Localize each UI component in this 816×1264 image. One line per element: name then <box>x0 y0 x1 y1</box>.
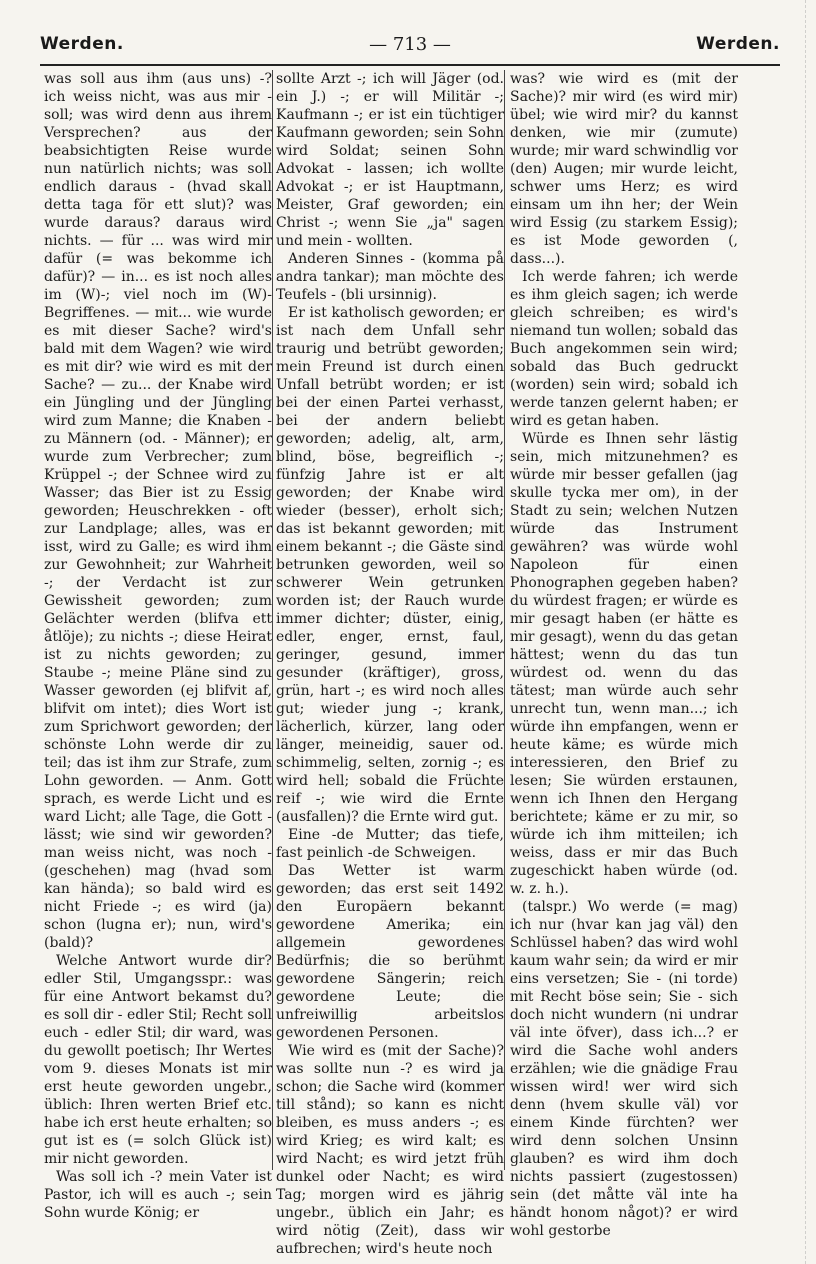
paragraph: Wie wird es (mit der Sache)? was sollte nun -? es wird ja schon; die Sache wird (kommer till stånd); so kann es nicht bleiben, es muss anders -; es wird Krieg; es wird kalt; es wird Nacht; es wird jetzt früh dunkel oder Nacht; es wird Tag; morgen wird es jährig ungebr., üblich ein Jahr; es wird nötig (Zeit), dass wir aufbrechen; wird's heute noch <box>276 1043 504 1257</box>
paragraph: was soll aus ihm (aus uns) -? ich weiss nicht, was aus mir - soll; was wird denn aus ihrem Versprechen? aus der beabsichtigten Reise wurde nun natürlich nichts; was soll endlich daraus - (hvad skall detta taga för ett slut)? was wurde daraus? daraus wird nichts. — für ... was wird mir dafür (= was bekomme ich dafür)? — in... es ist noch alles im (W)-; viel noch im (W)- Begriffenes. — mit... wie wurde es mit dieser Sache? wird's bald mit dem Wagen? wie wird es mit dir? wie wird es mit der Sache? — zu... der Knabe wird ein Jüngling und der Jüngling wird zum Manne; die Knaben - zu Männern (od. - Männer); er wurde zum Verbrecher; zum Krüppel -; der Schnee wird zu Wasser; das Bier ist zu Essig geworden; Heuschrekken - oft zur Landplage; alles, was er isst, wird zu Galle; es wird ihm zur Gewohnheit; zur Wahrheit -; der Verdacht ist zur Gewissheit geworden; zum Gelächter werden (blifva ett åtlöje); zu nichts -; diese Heirat ist zu nichts geworden; zu Staube -; meine Pläne sind zu Wasser geworden (ej blifvit af, blifvit om intet); dies Wort ist zum Sprichwort geworden; der schönste Lohn werde dir zu teil; das ist ihm zur Strafe, zum Lohn geworden. — Anm. Gott sprach, es werde Licht und es ward Licht; alle Tage, die Gott - lässt; wie sind wir geworden? man weiss nicht, was noch - (geschehen) mag (hvad som kan hända); so bald wird es nicht Friede -; es wird (ja) schon (lugna er); nun, wird's (bald)? <box>44 71 272 951</box>
paragraph: sollte Arzt -; ich will Jäger (od. ein J.) -; er will Militär -; Kaufmann -; er ist ein tüchtiger Kaufmann geworden; sein Sohn wird Soldat; seinen Sohn Advokat - lassen; ich wollte Advokat -; er ist Hauptmann, Meister, Graf geworden; ein Christ -; wenn Sie „ja" sagen und mein - wollten. <box>276 71 504 249</box>
header-left-keyword: Werden. <box>40 34 124 54</box>
header-right-keyword: Werden. <box>696 34 780 54</box>
page-header <box>40 34 780 64</box>
column-divider <box>504 70 505 1170</box>
paragraph: Er ist katholisch geworden; er ist nach dem Unfall sehr traurig und betrübt geworden; mein Freund ist durch einen Unfall betrübt worden; er ist bei der einen Partei verhasst, bei der andern beliebt geworden; adelig, alt, arm, blind, böse, begreiflich -; fünfzig Jahre ist er alt geworden; der Knabe wird wieder (besser), erholt sich; das ist bekannt geworden; mit einem bekannt -; die Gäste sind betrunken geworden, weil so schwerer Wein getrunken worden ist; der Rauch wurde immer dichter; düster, einig, edler, enger, ernst, faul, geringer, gesund, immer gesunder (kräftiger), gross, grün, hart -; es wird noch alles gut; wieder jung -; krank, lächerlich, kürzer, lang oder länger, meineidig, sauer od. schimmelig, selten, zornig -; es wird hell; sobald die Früchte reif -; wie wird die Ernte (ausfallen)? die Ernte wird gut. <box>276 305 504 825</box>
page-number: — 713 — <box>369 34 451 55</box>
text-column-2 <box>276 70 504 1257</box>
paragraph: (talspr.) Wo werde (= mag) ich nur (hvar kan jag väl) den Schlüssel haben? das wird wohl kaum wahr sein; da wird er mir eins versetzen; Sie - (ni torde) mit Recht böse sein; Sie - sich doch nicht wundern (ni undrar väl inte öfver), dass ich...? er wird die Sache wohl anders erzählen; wie die gnädige Frau wissen wird! wer wird sich denn (hvem skulle väl) vor einem Kinde fürchten? wer wird denn solchen Unsinn glauben? es wird ihm doch nichts passiert (zugestossen) sein (det måtte väl inte ha händt honom något)? er wird wohl gestorbe <box>510 899 738 1239</box>
paragraph: was? wie wird es (mit der Sache)? mir wird (es wird mir) übel; wie wird mir? du kannst denken, wie mir (zumute) wurde; mir ward schwindlig vor (den) Augen; mir wurde leicht, schwer ums Herz; es wird einsam um ihn her; der Wein wird Essig (zu starkem Essig); es ist Mode geworden (, dass...). <box>510 71 738 267</box>
paragraph: Würde es Ihnen sehr lästig sein, mich mitzunehmen? es würde mir besser gefallen (jag skulle tycka mer om), in der Stadt zu sein; welchen Nutzen würde das Instrument gewähren? was würde wohl Napoleon für einen Phonographen gegeben haben? du würdest fragen; er würde es mir gesagt haben (er hätte es mir gesagt), wenn du das getan hättest; wenn du das tun würdest od. wenn du das tätest; man würde auch sehr unrecht tun, wenn man...; ich würde ihn empfangen, wenn er heute käme; es würde mich interessieren, den Brief zu lesen; Sie würden erstaunen, wenn ich Ihnen den Hergang berichtete; käme er zu mir, so würde ich ihm mitteilen; ich weiss, dass er mir das Buch zugeschickt haben würde (od. w. z. h.). <box>510 431 738 897</box>
paragraph: Anderen Sinnes - (komma på andra tankar); man möchte des Teufels - (bli ursinnig). <box>276 251 504 303</box>
paragraph: Eine -de Mutter; das tiefe, fast peinlich -de Schweigen. <box>276 827 504 861</box>
paragraph: Welche Antwort wurde dir? edler Stil, Umgangsspr.: was für eine Antwort bekamst du? es soll dir - edler Stil; Recht soll euch - edler Stil; dir ward, was du gewollt poetisch; Ihr Wertes vom 9. dieses Monats ist mir erst heute geworden ungebr., üblich: Ihren werten Brief etc. habe ich erst heute erhalten; so gut ist es (= solch Glück ist) mir nicht geworden. <box>44 953 272 1167</box>
text-column-3 <box>510 70 738 1239</box>
paragraph: Ich werde fahren; ich werde es ihm gleich sagen; ich werde gleich schreiben; es wird's niemand tun wollen; sobald das Buch angekommen sein wird; sobald das Buch gedruckt (worden) sein wird; sobald ich werde tanzen gelernt haben; er wird es getan haben. <box>510 269 738 429</box>
page-edge <box>805 0 806 1264</box>
paragraph: Was soll ich -? mein Vater ist Pastor, ich will es auch -; sein Sohn wurde König; er <box>44 1169 272 1221</box>
text-column-1 <box>44 70 272 1221</box>
header-rule <box>40 64 780 66</box>
column-divider <box>272 70 273 1170</box>
paragraph: Das Wetter ist warm geworden; das erst seit 1492 den Europäern bekannt gewordene Amerika; ein allgemein gewordenes Bedürfnis; die so berühmt gewordene Sängerin; reich gewordene Leute; die unfreiwillig arbeitslos gewordenen Personen. <box>276 863 504 1041</box>
